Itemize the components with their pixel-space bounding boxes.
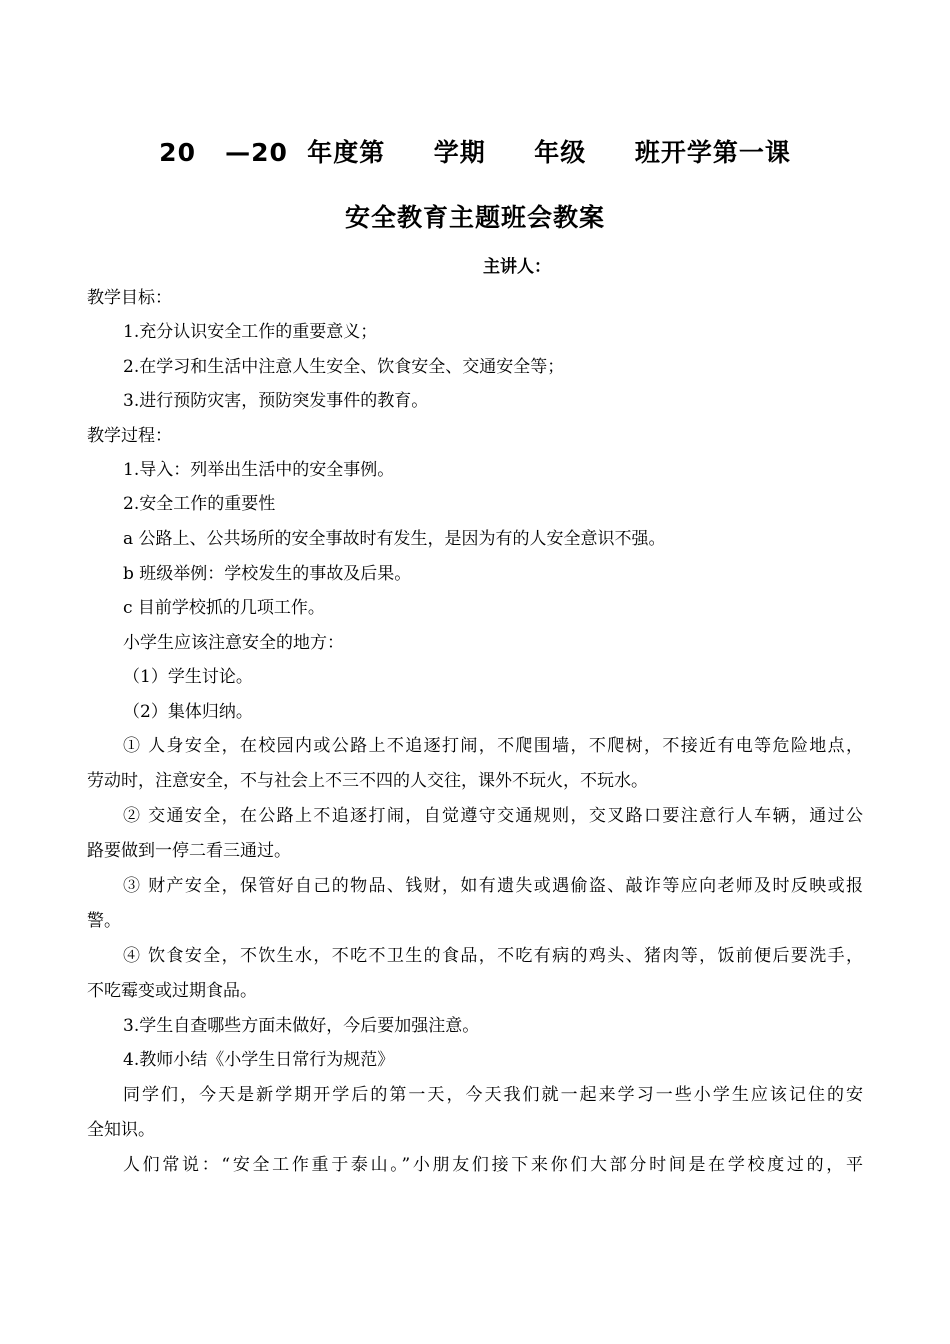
process-subitem: b 班级举例：学校发生的事故及后果。 (123, 564, 412, 584)
section-heading-objectives: 教学目标： (87, 288, 172, 308)
paragraph-line: ② 交通安全，在公路上不追逐打闹，自觉遵守交通规则，交叉路口要注意行人车辆，通过公 (123, 806, 863, 826)
process-item: 1.导入：列举出生活中的安全事例。 (123, 460, 395, 480)
process-item: 3.学生自查哪些方面未做好，今后要加强注意。 (123, 1016, 480, 1036)
section-heading-process: 教学过程： (87, 426, 172, 446)
title-line-2: 安全教育主题班会教案 (344, 203, 605, 232)
paragraph-line: ④ 饮食安全，不饮生水，不吃不卫生的食品，不吃有病的鸡头、猪肉等，饭前便后要洗手， (123, 946, 863, 966)
paragraph-line: 人们常说：“安全工作重于泰山。”小朋友们接下来你们大部分时间是在学校度过的，平 (123, 1155, 863, 1175)
paragraph-line: ③ 财产安全，保管好自己的物品、钱财，如有遗失或遇偷盗、敲诈等应向老师及时反映或报 (123, 876, 863, 896)
paragraph-line: （2）集体归纳。 (123, 702, 253, 722)
paragraph-line: ① 人身安全，在校园内或公路上不追逐打闹，不爬围墙，不爬树，不接近有电等危险地点， (123, 736, 863, 756)
paragraph-line: 警。 (87, 911, 121, 931)
objective-item: 1.充分认识安全工作的重要意义； (123, 322, 378, 342)
paragraph-line: 全知识。 (87, 1120, 155, 1140)
objective-item: 3.进行预防灾害，预防突发事件的教育。 (123, 391, 429, 411)
paragraph-line: 路要做到一停二看三通过。 (87, 841, 291, 861)
paragraph-line: 同学们，今天是新学期开学后的第一天，今天我们就一起来学习一些小学生应该记住的安 (123, 1085, 863, 1105)
process-item: 2.安全工作的重要性 (123, 494, 276, 514)
title-line-1: 20 —20 年度第 学期 年级 班开学第一课 (159, 138, 791, 167)
paragraph-line: （1）学生讨论。 (123, 667, 253, 687)
speaker-label: 主讲人： (483, 257, 551, 277)
process-subitem: a 公路上、公共场所的安全事故时有发生，是因为有的人安全意识不强。 (123, 529, 666, 549)
objective-item: 2.在学习和生活中注意人生安全、饮食安全、交通安全等； (123, 357, 565, 377)
paragraph-line: 劳动时，注意安全，不与社会上不三不四的人交往，课外不玩火，不玩水。 (87, 771, 648, 791)
paragraph-line: 不吃霉变或过期食品。 (87, 981, 257, 1001)
process-item: 4.教师小结《小学生日常行为规范》 (123, 1050, 395, 1070)
paragraph-line: 小学生应该注意安全的地方： (123, 633, 344, 653)
process-subitem: c 目前学校抓的几项工作。 (123, 598, 325, 618)
